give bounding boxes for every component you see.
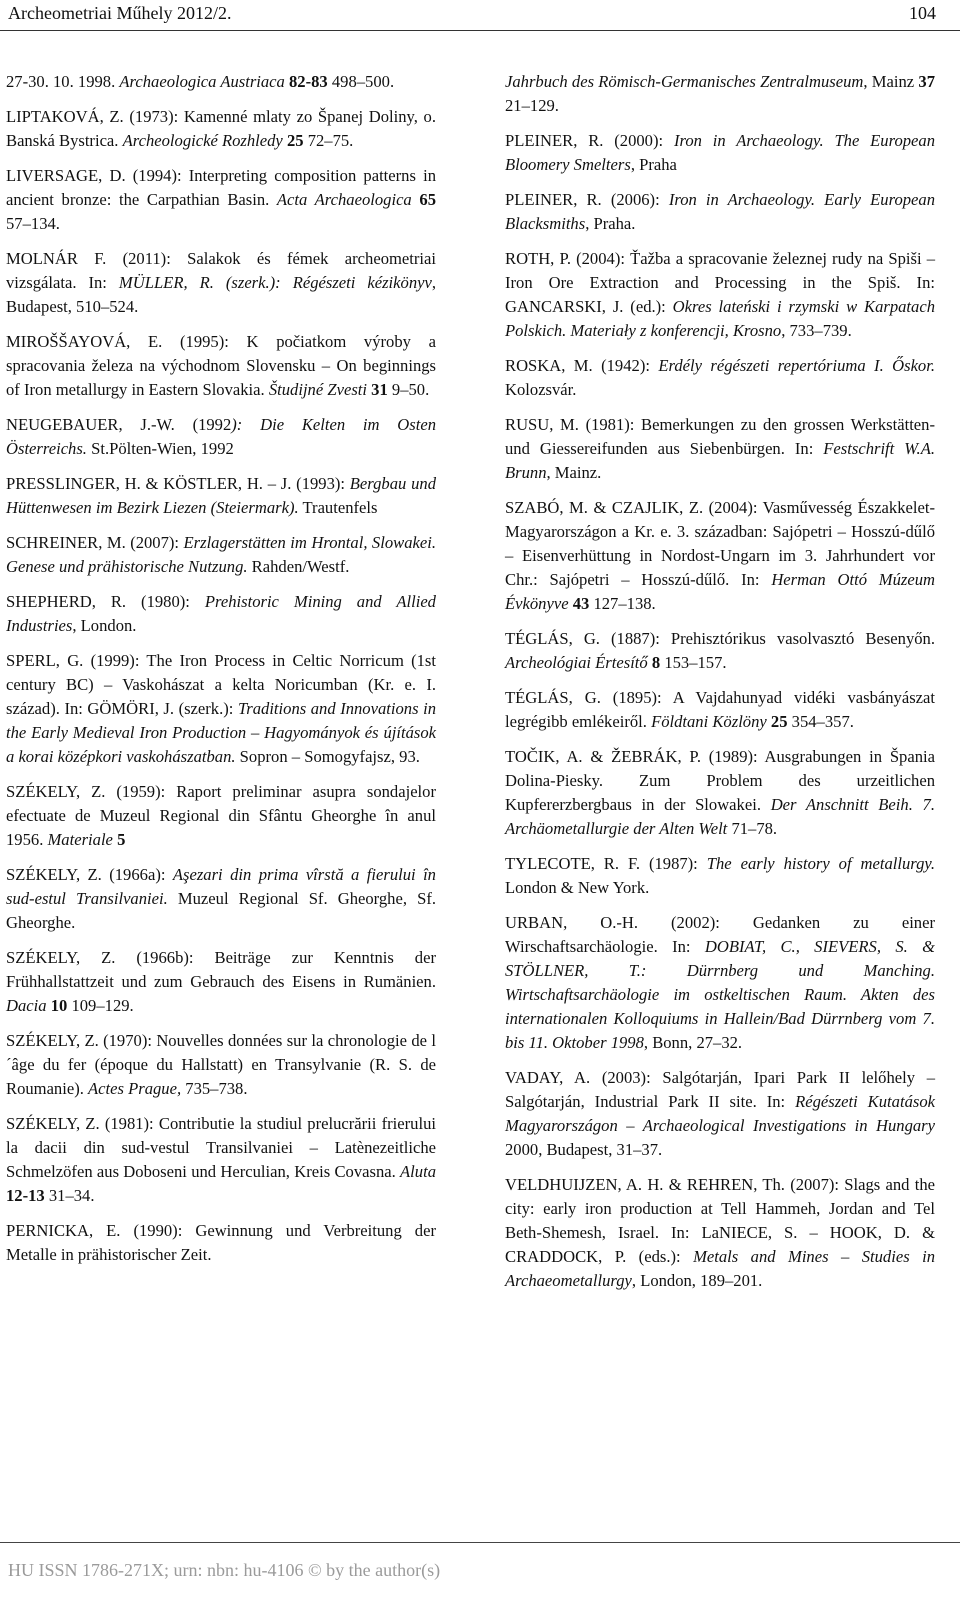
reference-text: SCHREINER, M. (2007): (6, 533, 184, 552)
reference-text: 127–138. (589, 594, 656, 613)
reference-text: Bergbau und Hüttenwesen im Bezirk Liezen (Steiermark). (6, 474, 436, 517)
reference-text: 735–738. (181, 1079, 248, 1098)
reference-entry (505, 247, 935, 343)
reference-text: NEUGEBAUER, J.-W. (1992 (6, 415, 232, 434)
reference-text: Iron in Archaeology. The European Bloomery Smelters (505, 131, 936, 174)
reference-entry (6, 472, 436, 520)
reference-text: London & New York. (505, 878, 650, 897)
reference-entry (6, 780, 436, 852)
reference-text: , Praha (630, 155, 677, 174)
reference-text: 9–50. (387, 380, 430, 399)
running-header (0, 0, 960, 31)
reference-text: MOLNÁR F. (2011): Salakok és fémek archeometriai vizsgálata. In: (6, 249, 436, 292)
reference-text: SZÉKELY, Z. (1970): Nouvelles données sur la chronologie de l´âge du fer (époque du Hallstatt) en Transylvanie (R. S. de Roumanie). (6, 1031, 436, 1098)
reference-text: Actes Prague, (88, 1079, 182, 1098)
reference-text: 25 (770, 712, 788, 731)
reference-text: 354–357. (787, 712, 854, 731)
reference-entry (6, 649, 436, 769)
references-left-column (6, 70, 436, 1278)
reference-text: Festschrift W.A. Brunn (505, 439, 935, 482)
reference-text: Der Anschnitt Beih. 7. Archäometallurgie der Alten Welt (505, 795, 935, 838)
page-number: 104 (909, 3, 936, 23)
reference-text: Rahden/Westf. (247, 557, 350, 576)
reference-text: 65 (419, 190, 436, 209)
reference-text: Herman Ottó Múzeum Évkönyve (505, 570, 935, 613)
reference-text: LIPTAKOVÁ, Z. (1973): Kamenné mlaty zo Španej Doliny, o. Banská Bystrica. (6, 107, 436, 150)
reference-text: , Mainz (863, 72, 919, 91)
reference-entry (505, 129, 935, 177)
reference-text: TÉGLÁS, G. (1887): Prehisztórikus vasolvasztó Besenyőn. (505, 629, 935, 648)
reference-entry (505, 413, 935, 485)
reference-text: 31 (371, 380, 388, 399)
reference-text: VADAY, A. (2003): Salgótarján, Ipari Park II lelőhely – Salgótarján, Industrial Park II site. In: (505, 1068, 935, 1111)
reference-text: 43 (572, 594, 590, 613)
reference-text: SZÉKELY, Z. (1959): Raport preliminar asupra sondajelor efectuate de Muzeul Regional din Sfântu Gheorghe în anul 1956. (6, 782, 436, 849)
reference-entry (505, 496, 935, 616)
reference-text: , Praha. (585, 214, 636, 233)
reference-text: Okres lateński i rzymski w Karpatach Polskich. Materiały z konferencji, Krosno (505, 297, 935, 340)
reference-text: DOBIAT, C., SIEVERS, S. & STÖLLNER, T.: Dürrnberg und Manching. Wirtschaftsarchäologie im ostkeltischen Raum. Akten des internationalen Kolloquiums in Hallein/Bad Dürrnberg vom 7. bis 11. Oktober 1998 (505, 937, 935, 1052)
reference-text: TYLECOTE, R. F. (1987): (505, 854, 707, 873)
reference-text: Acta Archaeologica (276, 190, 412, 209)
reference-text: Prehistoric Mining and Allied Industries (6, 592, 436, 635)
reference-text: 109–129. (67, 996, 134, 1015)
reference-text: St.Pölten-Wien, 1992 (86, 439, 234, 458)
reference-entry (6, 1112, 436, 1208)
reference-entry (505, 1173, 935, 1293)
reference-text: TÉGLÁS, G. (1895): A Vajdahunyad vidéki vasbányászat legrégibb emlékeiről. (505, 688, 935, 731)
reference-text: Jahrbuch des Römisch-Germanisches Zentralmuseum (505, 72, 864, 91)
reference-text: The early history of metallurgy. (706, 854, 936, 873)
reference-text: 12-13 (6, 1186, 45, 1205)
footer-issn: HU ISSN 1786-271X; urn: nbn: hu-4106 © by the author(s) (8, 1560, 441, 1580)
reference-entry (505, 188, 935, 236)
reference-entry (6, 531, 436, 579)
reference-text: 82-83 (289, 72, 328, 91)
reference-text: 2000, Budapest, 31–37. (505, 1140, 663, 1159)
reference-text: SHEPHERD, R. (1980): (6, 592, 205, 611)
reference-text: SZABÓ, M. & CZAJLIK, Z. (2004): Vasművesség Északkelet-Magyarországon a Kr. e. 3. században: Sajópetri – Hosszú-dűlő – Eisenverhüttung in Nordost-Ungarn im 3. Jahrhundert vor Chr.: Sajópetri – Hosszú-dűlő. In: (505, 498, 935, 589)
reference-text: 5 (117, 830, 126, 849)
reference-text: Archaeologica Austriaca (119, 72, 285, 91)
reference-text: MIROŠŠAYOVÁ, E. (1995): K počiatkom výroby a spracovania železa na východnom Slovensku – On beginnings of Iron metallurgy in Eastern Slovakia. (6, 332, 436, 399)
reference-text: PLEINER, R. (2000): (505, 131, 674, 150)
reference-text: 57–134. (6, 214, 60, 233)
reference-text: Archeológiai Értesítő (505, 653, 648, 672)
reference-text: URBAN, O.-H. (2002): Gedanken zu einer Wirschaftsarchäologie. In: (505, 913, 935, 956)
reference-text: ): Die Kelten im Osten Österreichs. (6, 415, 436, 458)
footer (0, 1542, 960, 1600)
reference-entry (6, 1029, 436, 1101)
reference-text: Dacia (6, 996, 47, 1015)
reference-text: Aşezari din prima vîrstă a fierului în sud-estul Transilvaniei. (6, 865, 436, 908)
reference-text: 21–129. (505, 96, 559, 115)
reference-text: Traditions and Innovations in the Early Medieval Iron Production – Hagyományok és újítások a korai középkori vaskohászatban. (6, 699, 436, 766)
reference-text: PLEINER, R. (2006): (505, 190, 669, 209)
reference-entry (6, 105, 436, 153)
reference-text: 10 (50, 996, 68, 1015)
reference-text: PRESSLINGER, H. & KÖSTLER, H. – J. (1993): (6, 474, 350, 493)
reference-text: MÜLLER, R. (szerk.): Régészeti kézikönyv (118, 273, 432, 292)
reference-text: Metals and Mines – Studies in Archaeometallurgy (505, 1247, 935, 1290)
reference-entry (6, 164, 436, 236)
reference-entry (6, 330, 436, 402)
reference-text: SZÉKELY, Z. (1981): Contributie la studiul prelucrării frierului la dacii din sud-vestul Transilvaniei – Latènezeitliche Schmelzöfen aus Doboseni und Herculian, Kreis Covasna. (6, 1114, 436, 1181)
reference-text: 8 (651, 653, 661, 672)
reference-entry (505, 354, 935, 402)
references-right-column (505, 70, 935, 1304)
reference-text: Archeologické Rozhledy (122, 131, 283, 150)
reference-text: ROTH, P. (2004): Ťažba a spracovanie železnej rudy na Spiši – Iron Ore Extraction and Processing in the Spiš. In: GANCARSKI, J. (ed.): (505, 249, 935, 316)
reference-text: Erzlagerstätten im Hrontal, Slowakei. Genese und prähistorische Nutzung. (6, 533, 436, 576)
reference-entry (6, 247, 436, 319)
reference-entry (505, 627, 935, 675)
reference-text: TOČIK, A. & ŽEBRÁK, P. (1989): Ausgrabungen in Špania Dolina-Piesky. Zum Problem des urzeitlichen Kupfererzbergbaus in der Slowakei. (505, 747, 935, 814)
reference-text: , London. (72, 616, 137, 635)
reference-text: Iron in Archaeology. Early European Blacksmiths (505, 190, 936, 233)
reference-text: , Budapest, 510–524. (6, 273, 436, 316)
reference-text: Trautenfels (298, 498, 378, 517)
reference-text: SPERL, G. (1999): The Iron Process in Celtic Norricum (1st century BC) – Vaskohászat a kelta Noricumban (Kr. e. I. század). In: GÖMÖRI, J. (szerk.): (6, 651, 436, 718)
reference-text: , Bonn, 27–32. (643, 1033, 743, 1052)
reference-entry (505, 745, 935, 841)
reference-entry (6, 946, 436, 1018)
reference-text: 27-30. 10. 1998. (6, 72, 120, 91)
reference-text: Erdély régészeti repertóriuma I. Őskor. (658, 356, 935, 375)
reference-entry (505, 70, 935, 118)
reference-text: Sopron – Somogyfajsz, 93. (235, 747, 420, 766)
reference-text: RUSU, M. (1981): Bemerkungen zu den grossen Werkstätten- und Giessereifunden aus Siebenbürgen. In: (505, 415, 935, 458)
reference-text: ROSKA, M. (1942): (505, 356, 659, 375)
reference-text: VELDHUIJZEN, A. H. & REHREN, Th. (2007): Slags and the city: early iron production at Tell Hammeh, Jordan and Tel Beth-Shemesh, Israel. In: LaNIECE, S. – HOOK, D. & CRADDOCK, P. (eds.): (505, 1175, 935, 1266)
reference-text: Régészeti Kutatások Magyarországon – Archaeological Investigations in Hungary (505, 1092, 935, 1135)
reference-text: Földtani Közlöny (651, 712, 767, 731)
reference-text: SZÉKELY, Z. (1966a): (6, 865, 173, 884)
reference-entry (6, 413, 436, 461)
reference-entry (6, 863, 436, 935)
reference-text: 25 (286, 131, 304, 150)
reference-text: , Mainz. (546, 463, 602, 482)
reference-entry (505, 911, 935, 1055)
reference-text: 31–34. (44, 1186, 95, 1205)
reference-entry (505, 1066, 935, 1162)
reference-text: Kolozsvár. (505, 380, 577, 399)
reference-entry (6, 590, 436, 638)
reference-text: Študijné Zvesti (268, 380, 367, 399)
reference-text: 72–75. (303, 131, 354, 150)
reference-entry (6, 1219, 436, 1267)
reference-entry (6, 70, 436, 94)
reference-entry (505, 852, 935, 900)
reference-text: 498–500. (327, 72, 395, 91)
reference-text: , 733–739. (781, 321, 852, 340)
reference-text: PERNICKA, E. (1990): Gewinnung und Verbreitung der Metalle in prähistorischer Zeit. (6, 1221, 436, 1264)
reference-text: , London, 189–201. (631, 1271, 763, 1290)
reference-text: Materiale (47, 830, 113, 849)
reference-text: SZÉKELY, Z. (1966b): Beiträge zur Kenntnis der Frühhallstattzeit und zum Gebrauch des Eisens in Rumänien. (6, 948, 436, 991)
reference-text: 153–157. (660, 653, 727, 672)
reference-text: Muzeul Regional Sf. Gheorghe, Sf. Gheorghe. (6, 889, 436, 932)
reference-text: LIVERSAGE, D. (1994): Interpreting composition patterns in ancient bronze: the Carpathian Basin. (6, 166, 436, 209)
reference-entry (505, 686, 935, 734)
journal-title: Archeometriai Műhely 2012/2. (8, 3, 232, 23)
reference-text: Aluta (400, 1162, 436, 1181)
reference-text: 37 (918, 72, 935, 91)
reference-text: 71–78. (727, 819, 778, 838)
